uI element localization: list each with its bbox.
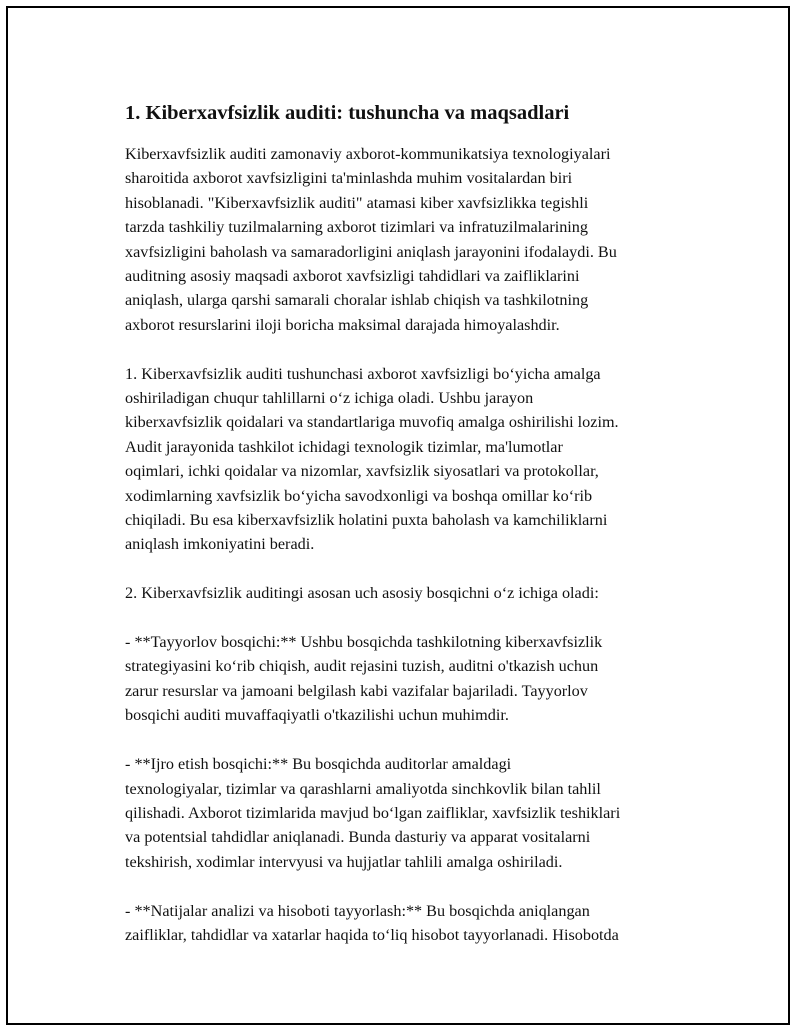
list-marker: - — [125, 633, 135, 652]
stages-intro-paragraph: 2. Kiberxavfsizlik auditingi asosan uch asosiy bosqichni o‘z ichiga oladi: — [125, 584, 599, 603]
list-marker: - — [125, 901, 135, 920]
stage-item-analysis — [125, 899, 700, 948]
stage-item-text: **Ijro etish bosqichi:** Bu bosqichda auditorlar amaldagi texnologiyalar, tizimlar va qarashlarni amaliyotda sinchkovlik bilan tahlil qilishadi. Axborot tizimlarida mavjud bo‘lgan zaifliklar, xavfsizlik teshiklari va potentsial tahdidlar aniqlanadi. Bunda dasturiy va apparat vositalarni tekshirish, xodimlar intervyusi va hujjatlar tahlili amalga oshiriladi. — [125, 755, 621, 871]
stage-item-text: **Natijalar analizi va hisoboti tayyorlash:** Bu bosqichda aniqlangan zaifliklar, tahdidlar va xatarlar haqida to‘liq hisobot tayyorlanadi. Hisobotda — [125, 901, 619, 944]
stage-item-execution — [125, 752, 700, 874]
section-heading: 1. Kiberxavfsizlik auditi: tushuncha va maqsadlari — [125, 102, 570, 124]
intro-paragraph: Kiberxavfsizlik auditi zamonaviy axborot-kommunikatsiya texnologiyalari sharoitida axborot xavfsizligini ta'minlashda muhim vositalardan biri hisoblanadi. "Kiberxavfsizlik auditi" atamasi kiber xavfsizlikka tegishli tarzda tashkiliy tuzilmalarning axborot tizimlari va infratuzilmalarining xavfsizligini baholash va samaradorligini aniqlash jarayonini ifodalaydi. Bu auditning asosiy maqsadi axborot xavfsizligi tahdidlari va zaifliklarini aniqlash, ularga qarshi samarali choralar ishlab chiqish va tashkilotning axborot resurslarini iloji boricha maksimal darajada himoyalashdir. — [125, 145, 617, 334]
concept-paragraph: 1. Kiberxavfsizlik auditi tushunchasi axborot xavfsizligi bo‘yicha amalga oshiriladigan chuqur tahlillarni o‘z ichiga oladi. Ushbu jarayon kiberxavfsizlik qoidalari va standartlariga muvofiq amalga oshirilishi lozim. Audit jarayonida tashkilot ichidagi texnologik tizimlar, ma'lumotlar oqimlari, ichki qoidalar va nizomlar, xavfsizlik siyosatlari va protokollar, xodimlarning xavfsizlik bo‘yicha savodxonligi va boshqa omillar ko‘rib chiqiladi. Bu esa kiberxavfsizlik holatini puxta baholash va kamchiliklarni aniqlash imkoniyatini beradi. — [125, 364, 619, 554]
document-body — [120, 100, 700, 972]
page-frame — [6, 6, 790, 1025]
stage-item-text: **Tayyorlov bosqichi:** Ushbu bosqichda tashkilotning kiberxavfsizlik strategiyasini ko‘rib chiqish, audit rejasini tuzish, auditni o'tkazish uchun zarur resurslar va jamoani belgilash kabi vazifalar bajariladi. Tayyorlov bosqichi auditi muvaffaqiyatli o'tkazilishi uchun muhimdir. — [125, 633, 603, 725]
stage-item-preparation — [125, 630, 700, 728]
list-marker: - — [125, 755, 135, 774]
